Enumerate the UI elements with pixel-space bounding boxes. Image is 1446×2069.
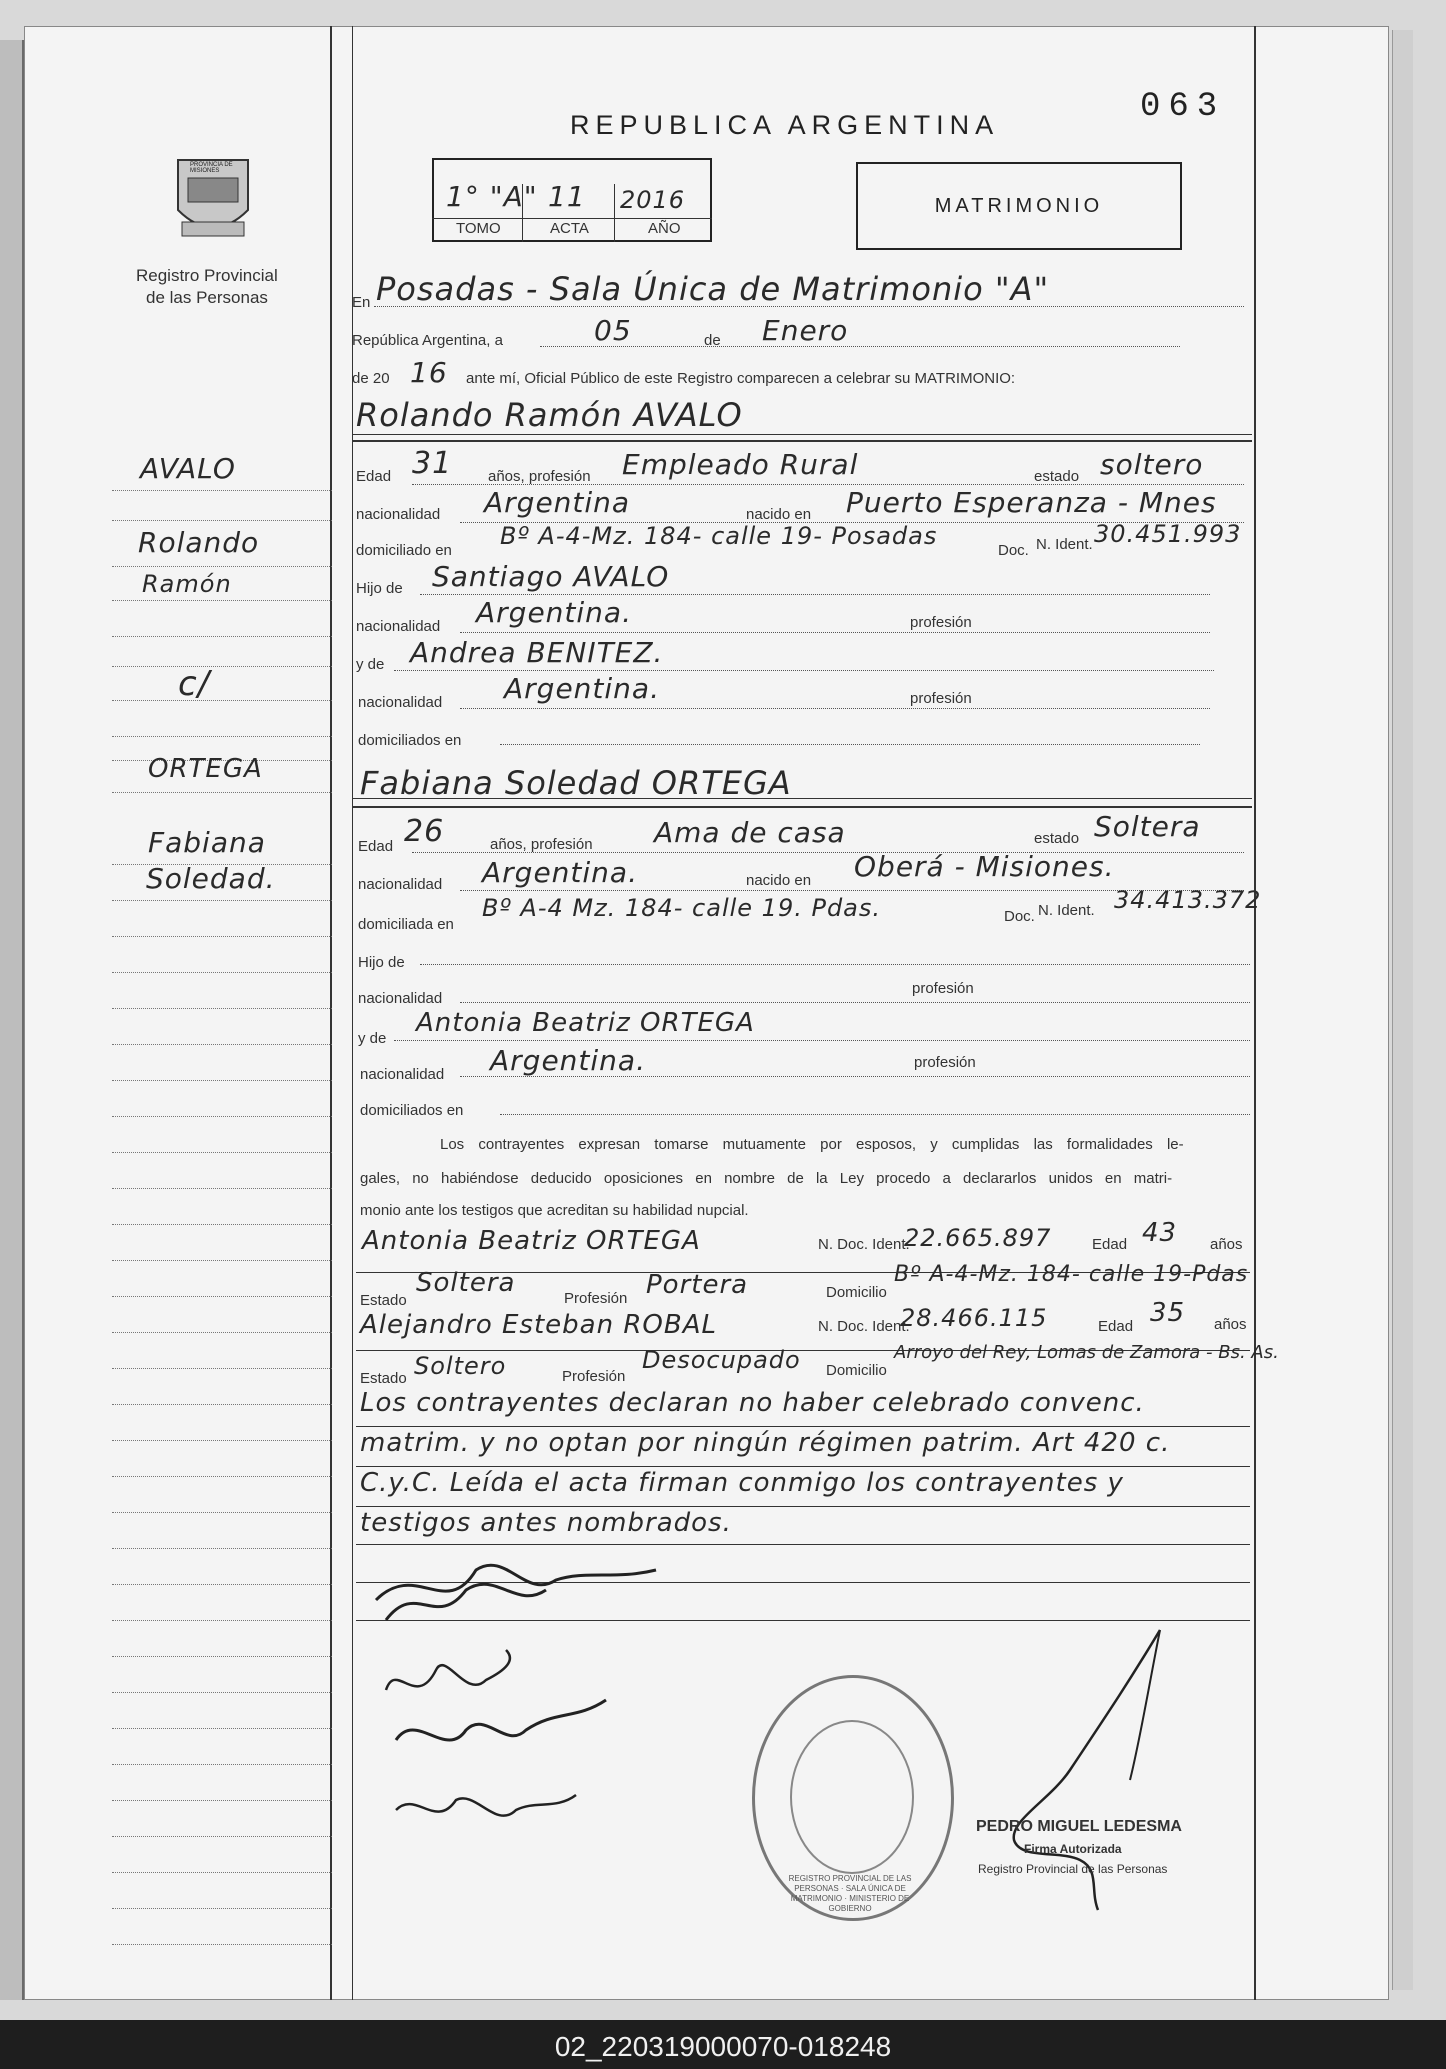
- margin-rule-line: [112, 1908, 332, 1909]
- groom-edad: 31: [412, 446, 453, 481]
- bride-domicilio: Bº A-4 Mz. 184- calle 19. Pdas.: [482, 894, 882, 922]
- dotted-fill-line: [460, 708, 1210, 709]
- bride-domiciliada-label: domiciliada en: [358, 916, 454, 933]
- witness1-estado: Soltera: [416, 1268, 516, 1298]
- margin-rule-line: [112, 1368, 332, 1369]
- dotted-fill-line: [420, 964, 1250, 965]
- bride-madre-nac-label: nacionalidad: [360, 1066, 445, 1083]
- margin-rule-line: [112, 1800, 332, 1801]
- margin-rule-line: [112, 1260, 332, 1261]
- dotted-fill-line: [374, 306, 1244, 307]
- declaration-line3: monio ante los testigos que acreditan su habilidad nupcial.: [360, 1202, 749, 1219]
- witness2-edad-label: Edad: [1098, 1318, 1134, 1335]
- bride-ident-label: N. Ident.: [1038, 902, 1095, 919]
- margin-groom-surname: AVALO: [140, 452, 236, 485]
- witness1-profesion-label: Profesión: [564, 1290, 628, 1307]
- margin-rule-line: [112, 520, 332, 521]
- bride-madre: Antonia Beatriz ORTEGA: [416, 1008, 755, 1038]
- official-stamp-inner: [790, 1720, 914, 1874]
- officer-title: Firma Autorizada: [1024, 1842, 1122, 1856]
- groom-madre-prof-label: profesión: [910, 690, 972, 707]
- witness1-edad: 43: [1142, 1218, 1178, 1248]
- margin-rule-line: [112, 1224, 332, 1225]
- witness2-profesion: Desocupado: [642, 1346, 801, 1374]
- dotted-fill-line: [412, 852, 1244, 853]
- witness1-anos-label: años: [1210, 1236, 1243, 1253]
- margin-rule-line: [112, 566, 332, 567]
- margin-rule-line: [112, 1404, 332, 1405]
- month: Enero: [762, 314, 849, 347]
- margin-rule-line: [112, 666, 332, 667]
- dotted-fill-line: [460, 632, 1210, 633]
- bride-profesion: Ama de casa: [654, 816, 846, 849]
- margin-rule-line: [112, 936, 332, 937]
- dotted-fill-line: [500, 744, 1200, 745]
- groom-nacido: Puerto Esperanza - Mnes: [846, 486, 1217, 519]
- dotted-fill-line: [500, 1114, 1250, 1115]
- witness1-estado-label: Estado: [360, 1292, 407, 1309]
- groom-ident-label: N. Ident.: [1036, 536, 1093, 553]
- dotted-fill-line: [460, 1076, 1250, 1077]
- line: [356, 1426, 1250, 1427]
- document-type-box: [856, 162, 1182, 250]
- box-divider: [432, 218, 712, 219]
- margin-rule-line: [112, 900, 332, 901]
- groom-padre-prof-label: profesión: [910, 614, 972, 631]
- acta-label: ACTA: [550, 220, 589, 237]
- groom-hijo-label: Hijo de: [356, 580, 403, 597]
- witness2-doc: 28.466.115: [900, 1304, 1048, 1332]
- groom-domicilio: Bº A-4-Mz. 184- calle 19- Posadas: [500, 522, 938, 550]
- witness1-edad-label: Edad: [1092, 1236, 1128, 1253]
- groom-estado-label: estado: [1034, 468, 1080, 485]
- dotted-fill-line: [540, 346, 1180, 347]
- groom-yde-label: y de: [356, 656, 385, 673]
- margin-rule-line: [112, 1872, 332, 1873]
- margin-rule-line: [112, 490, 332, 491]
- dotted-fill-line: [460, 1002, 1250, 1003]
- groom-doc: 30.451.993: [1094, 520, 1242, 548]
- dotted-fill-line: [412, 484, 1244, 485]
- margin-rule-line: [112, 1440, 332, 1441]
- declaration-line1: Los contrayentes expresan tomarse mutuamente por esposos, y cumplidas las formalidades le-: [440, 1136, 1184, 1153]
- margin-rule-line: [112, 1656, 332, 1657]
- line: [352, 434, 1252, 435]
- stamp-text: REGISTRO PROVINCIAL DE LAS PERSONAS · SALA ÚNICA DE MATRIMONIO · MINISTERIO DE GOBIERNO: [788, 1874, 912, 1913]
- groom-madre-nac-label: nacionalidad: [358, 694, 443, 711]
- groom-madre: Andrea BENITEZ.: [410, 636, 664, 669]
- tomo-value: 1° "A": [446, 180, 538, 213]
- bride-full-name: Fabiana Soledad ORTEGA: [360, 764, 792, 802]
- line: [352, 798, 1252, 799]
- year-prefix: de 20: [352, 370, 390, 387]
- margin-rule-line: [112, 1692, 332, 1693]
- witness2-anos-label: años: [1214, 1316, 1247, 1333]
- margin-rule-line: [112, 636, 332, 637]
- margin-rule-line: [112, 1584, 332, 1585]
- margin-rule-line: [112, 1836, 332, 1837]
- registry-logo: [168, 150, 258, 250]
- registry-logo-text: PROVINCIA DE MISIONES: [190, 162, 233, 174]
- witness2-domicilio-label: Domicilio: [826, 1362, 887, 1379]
- margin-connector: c/: [178, 664, 211, 704]
- place: Posadas - Sala Única de Matrimonio "A": [376, 270, 1050, 308]
- notes-line2: matrim. y no optan por ningún régimen patrim. Art 420 c.: [360, 1428, 1171, 1458]
- registry-name-line1: Registro Provincial: [136, 266, 278, 285]
- anio-label: AÑO: [648, 220, 681, 237]
- margin-groom-name1: Rolando: [138, 526, 260, 559]
- witness1-name: Antonia Beatriz ORTEGA: [362, 1226, 701, 1256]
- witness2-estado-label: Estado: [360, 1370, 407, 1387]
- groom-domiciliados-label: domiciliados en: [358, 732, 462, 749]
- bride-nac-label: nacionalidad: [358, 876, 443, 893]
- margin-divider-inner: [352, 26, 353, 2000]
- registry-name-line2: de las Personas: [146, 288, 268, 307]
- margin-bride-surname: ORTEGA: [148, 754, 263, 784]
- box-divider: [614, 184, 615, 242]
- bride-edad-label: Edad: [358, 838, 394, 855]
- republica-label: República Argentina, a: [352, 332, 503, 349]
- groom-nac-label: nacionalidad: [356, 506, 441, 523]
- bride-estado-label: estado: [1034, 830, 1080, 847]
- margin-rule-line: [112, 1116, 332, 1117]
- bride-hijo-label: Hijo de: [358, 954, 405, 971]
- margin-rule-line: [112, 1548, 332, 1549]
- document-type: MATRIMONIO: [934, 194, 1104, 217]
- witness1-domicilio-label: Domicilio: [826, 1284, 887, 1301]
- margin-rule-line: [112, 1008, 332, 1009]
- margin-rule-line: [112, 1188, 332, 1189]
- groom-madre-nac: Argentina.: [504, 672, 660, 705]
- groom-doc-label: Doc.: [998, 542, 1029, 559]
- right-frame-line: [1254, 26, 1256, 2000]
- groom-padre-nac: Argentina.: [476, 596, 632, 629]
- margin-rule-line: [112, 1332, 332, 1333]
- witness2-edad: 35: [1150, 1298, 1186, 1328]
- bride-anos-prof-label: años, profesión: [490, 836, 593, 853]
- image-id-caption: 02_220319000070-018248: [554, 2031, 892, 2062]
- bride-nacido-label: nacido en: [746, 872, 812, 889]
- officer-org: Registro Provincial de las Personas: [978, 1862, 1168, 1876]
- bride-padre-nac-label: nacionalidad: [358, 990, 443, 1007]
- witness2-domicilio: Arroyo del Rey, Lomas de Zamora - Bs. As.: [894, 1342, 1279, 1363]
- day: 05: [594, 314, 632, 347]
- bride-yde-label: y de: [358, 1030, 387, 1047]
- margin-divider: [330, 26, 332, 2000]
- tomo-label: TOMO: [456, 220, 501, 237]
- groom-nacido-label: nacido en: [746, 506, 812, 523]
- margin-rule-line: [112, 1512, 332, 1513]
- dotted-fill-line: [394, 1040, 1250, 1041]
- groom-anos-prof-label: años, profesión: [488, 468, 591, 485]
- en-label: En: [352, 294, 371, 311]
- dotted-fill-line: [394, 670, 1214, 671]
- bride-padre-prof-label: profesión: [912, 980, 974, 997]
- section-divider: [352, 440, 1252, 442]
- country-title: REPUBLICA ARGENTINA: [570, 110, 1000, 140]
- groom-nacionalidad: Argentina: [484, 486, 631, 519]
- margin-rule-line: [112, 1476, 332, 1477]
- line: [356, 1506, 1250, 1507]
- declaration-line2: gales, no habiéndose deducido oposiciones en nombre de la Ley procedo a declararlos unidos en matri-: [360, 1170, 1173, 1187]
- de-label: de: [704, 332, 721, 349]
- bride-madre-prof-label: profesión: [914, 1054, 976, 1071]
- witness2-profesion-label: Profesión: [562, 1368, 626, 1385]
- witness1-profesion: Portera: [646, 1270, 749, 1300]
- groom-edad-label: Edad: [356, 468, 392, 485]
- bride-madre-nac: Argentina.: [490, 1044, 646, 1077]
- right-page-edge: [1392, 30, 1413, 1990]
- bride-nacionalidad: Argentina.: [482, 856, 638, 889]
- acta-value: 11: [548, 180, 586, 213]
- groom-padre: Santiago AVALO: [432, 560, 670, 593]
- witness2-name: Alejandro Esteban ROBAL: [360, 1310, 717, 1340]
- groom-padre-nac-label: nacionalidad: [356, 618, 441, 635]
- bride-nacido: Oberá - Misiones.: [854, 850, 1115, 883]
- groom-domiciliado-label: domiciliado en: [356, 542, 452, 559]
- witness2-doc-label: N. Doc. Ident.: [818, 1318, 910, 1335]
- margin-rule-line: [112, 600, 332, 601]
- margin-groom-name2: Ramón: [142, 570, 232, 598]
- bride-edad: 26: [404, 814, 445, 849]
- margin-rule-line: [112, 1944, 332, 1945]
- notes-line1: Los contrayentes declaran no haber celebrado convenc.: [360, 1388, 1145, 1418]
- bride-doc-label: Doc.: [1004, 908, 1035, 925]
- intro-statement: ante mí, Oficial Público de este Registro comparecen a celebrar su MATRIMONIO:: [466, 370, 1016, 387]
- margin-rule-line: [112, 1080, 332, 1081]
- margin-rule-line: [112, 1296, 332, 1297]
- groom-full-name: Rolando Ramón AVALO: [356, 396, 743, 434]
- left-page-edge: [0, 40, 24, 2000]
- witness1-doc-label: N. Doc. Ident.: [818, 1236, 910, 1253]
- margin-rule-line: [112, 700, 332, 701]
- officer-name: PEDRO MIGUEL LEDESMA: [976, 1818, 1182, 1835]
- notes-line4: testigos antes nombrados.: [360, 1508, 732, 1538]
- section-divider: [352, 806, 1252, 808]
- margin-rule-line: [112, 1764, 332, 1765]
- year-suffix: 16: [410, 356, 448, 389]
- anio-value: 2016: [620, 186, 686, 214]
- bride-doc: 34.413.372: [1114, 886, 1262, 914]
- margin-rule-line: [112, 1152, 332, 1153]
- margin-rule-line: [112, 792, 332, 793]
- notes-line3: C.y.C. Leída el acta firman conmigo los contrayentes y: [360, 1468, 1124, 1498]
- line: [356, 1466, 1250, 1467]
- groom-estado: soltero: [1100, 448, 1204, 481]
- margin-rule-line: [112, 736, 332, 737]
- margin-rule-line: [112, 1044, 332, 1045]
- witness2-estado: Soltero: [414, 1352, 507, 1380]
- bride-domiciliados-label: domiciliados en: [360, 1102, 464, 1119]
- margin-rule-line: [112, 1620, 332, 1621]
- bride-estado: Soltera: [1094, 810, 1201, 843]
- witness1-doc: 22.665.897: [904, 1224, 1052, 1252]
- margin-bride-name2: Soledad.: [146, 862, 276, 895]
- groom-profesion: Empleado Rural: [622, 448, 859, 481]
- witness1-domicilio: Bº A-4-Mz. 184- calle 19-Pdas: [894, 1262, 1249, 1287]
- margin-rule-line: [112, 972, 332, 973]
- dotted-fill-line: [420, 594, 1210, 595]
- margin-rule-line: [112, 1728, 332, 1729]
- acta-number: 063: [1140, 88, 1226, 126]
- margin-bride-name1: Fabiana: [148, 826, 266, 859]
